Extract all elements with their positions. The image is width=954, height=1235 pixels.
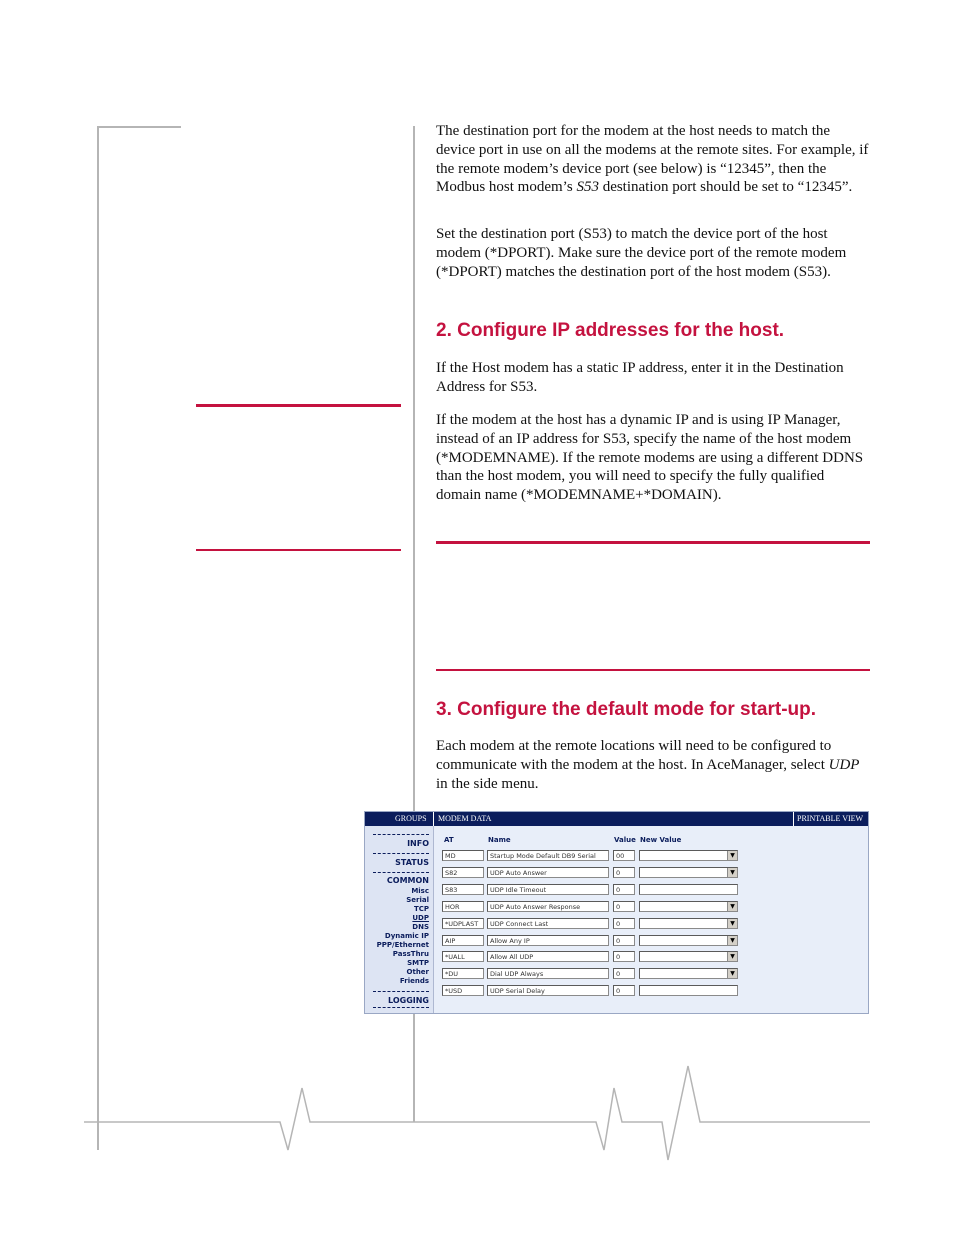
sidebar-item-other[interactable]: Other	[406, 968, 429, 976]
column-header-value: Value	[614, 836, 636, 844]
sidebar-item-misc[interactable]: Misc	[411, 887, 429, 895]
sidebar-item-passthru[interactable]: PassThru	[392, 950, 429, 958]
paragraph-emphasis: UDP	[828, 756, 860, 773]
setting-name-cell: Allow All UDP	[487, 951, 609, 962]
current-value-cell: 00	[613, 850, 635, 861]
sidebar-divider	[373, 853, 429, 854]
setting-name-cell: Dial UDP Always	[487, 968, 609, 979]
at-command-cell: *USD	[442, 985, 484, 996]
modem-data-tab[interactable]: MODEM DATA	[438, 814, 492, 823]
new-value-input[interactable]	[639, 884, 738, 895]
groups-header: GROUPS	[395, 814, 427, 823]
footer-waveform-decoration	[0, 1060, 954, 1170]
chevron-down-icon[interactable]: ▼	[727, 851, 737, 860]
current-value-cell: 0	[613, 918, 635, 929]
paragraph-remote-locations	[436, 737, 870, 793]
sidebar-item-dynamic-ip[interactable]: Dynamic IP	[384, 932, 429, 940]
chevron-down-icon[interactable]: ▼	[727, 919, 737, 928]
content-rule-bottom	[436, 669, 870, 671]
paragraph-static-ip: If the Host modem has a static IP address, enter it in the Destination Address for S53.	[436, 360, 844, 395]
current-value-cell: 0	[613, 985, 635, 996]
sidebar-item-dns[interactable]: DNS	[412, 923, 429, 931]
sidebar-divider	[373, 991, 429, 992]
sidebar-item-ppp-ethernet[interactable]: PPP/Ethernet	[376, 941, 429, 949]
paragraph-destination-port	[436, 122, 870, 197]
new-value-select[interactable]	[639, 918, 738, 929]
section-heading-default-mode: 3. Configure the default mode for start-up.	[436, 699, 817, 720]
setting-name-cell: UDP Idle Timeout	[487, 884, 609, 895]
chevron-down-icon[interactable]: ▼	[727, 936, 737, 945]
current-value-cell: 0	[613, 968, 635, 979]
chevron-down-icon[interactable]: ▼	[727, 868, 737, 877]
acemanager-topbar	[365, 812, 868, 826]
sidebar-item-tcp[interactable]: TCP	[413, 905, 429, 913]
sidebar-item-smtp[interactable]: SMTP	[407, 959, 429, 967]
current-value-cell: 0	[613, 867, 635, 878]
top-left-frame-line	[97, 126, 181, 128]
setting-name-cell: Allow Any IP	[487, 935, 609, 946]
current-value-cell: 0	[613, 951, 635, 962]
printable-view-button[interactable]: PRINTABLE VIEW	[797, 814, 864, 823]
new-value-input[interactable]	[639, 985, 738, 996]
paragraph-set-destination: Set the destination port (S53) to match the device port of the host modem (*DPORT). Make sure the device port of the remote modem (*DPORT) matches the destination port of the host modem (S53).	[436, 226, 847, 280]
new-value-select[interactable]	[639, 850, 738, 861]
topbar-separator	[433, 812, 434, 826]
sidebar-divider	[373, 872, 429, 873]
content-rule-top	[436, 541, 870, 544]
setting-name-cell: UDP Auto Answer	[487, 867, 609, 878]
chevron-down-icon[interactable]: ▼	[727, 969, 737, 978]
current-value-cell: 0	[613, 901, 635, 912]
new-value-select[interactable]	[639, 935, 738, 946]
note-rule-bottom	[196, 549, 401, 551]
chevron-down-icon[interactable]: ▼	[727, 902, 737, 911]
sidebar-divider	[373, 834, 429, 835]
left-frame-line	[97, 126, 99, 1150]
section-heading-ip-addresses: 2. Configure IP addresses for the host.	[436, 320, 785, 341]
column-header-new-value: New Value	[640, 836, 682, 844]
sidebar-item-logging[interactable]: LOGGING	[388, 996, 429, 1005]
acemanager-sidebar	[365, 826, 434, 1014]
at-command-cell: S82	[442, 867, 484, 878]
new-value-select[interactable]	[639, 901, 738, 912]
chevron-down-icon[interactable]: ▼	[727, 952, 737, 961]
paragraph-text: The destination port for the modem at the host needs to match the device port in use on all the modems at the remote sites. For example, if the remote modem’s device port (see below) is “12345”, then the Modbus host modem’s	[436, 123, 869, 196]
acemanager-screenshot	[364, 811, 869, 1014]
sidebar-divider	[373, 1007, 429, 1008]
column-header-name: Name	[488, 836, 511, 844]
setting-name-cell: UDP Serial Delay	[487, 985, 609, 996]
at-command-cell: S83	[442, 884, 484, 895]
paragraph-text: Each modem at the remote locations will need to be configured to communicate with the modem at the host. In AceManager, select	[436, 738, 832, 773]
paragraph-dynamic-ip: If the modem at the host has a dynamic IP and is using IP Manager, instead of an IP address for S53, specify the name of the host modem (*MODEMNAME). If the remote modems are using a different DDNS than the host modem, you will need to specify the fully qualified domain name (*MODEMNAME+*DOMAIN).	[436, 412, 864, 504]
new-value-select[interactable]	[639, 867, 738, 878]
at-command-cell: *UDPLAST	[442, 918, 484, 929]
sidebar-item-friends[interactable]: Friends	[399, 977, 429, 985]
topbar-separator	[793, 812, 794, 826]
note-rule-top	[196, 404, 401, 407]
setting-name-cell: UDP Connect Last	[487, 918, 609, 929]
at-command-cell: AIP	[442, 935, 484, 946]
sidebar-item-udp[interactable]: UDP	[412, 914, 429, 922]
current-value-cell: 0	[613, 884, 635, 895]
sidebar-item-common[interactable]: COMMON	[386, 876, 429, 885]
paragraph-emphasis: S53	[576, 179, 599, 196]
setting-name-cell: Startup Mode Default DB9 Serial	[487, 850, 609, 861]
paragraph-text: destination port should be set to “12345”.	[602, 179, 853, 196]
at-command-cell: MD	[442, 850, 484, 861]
at-command-cell: *DU	[442, 968, 484, 979]
at-command-cell: *UALL	[442, 951, 484, 962]
setting-name-cell: UDP Auto Answer Response	[487, 901, 609, 912]
new-value-select[interactable]	[639, 968, 738, 979]
current-value-cell: 0	[613, 935, 635, 946]
sidebar-item-status[interactable]: STATUS	[395, 858, 429, 867]
sidebar-item-serial[interactable]: Serial	[406, 896, 429, 904]
new-value-select[interactable]	[639, 951, 738, 962]
at-command-cell: HOR	[442, 901, 484, 912]
column-header-at: AT	[444, 836, 454, 844]
paragraph-text: in the side menu.	[436, 775, 539, 792]
sidebar-item-info[interactable]: INFO	[407, 839, 429, 848]
